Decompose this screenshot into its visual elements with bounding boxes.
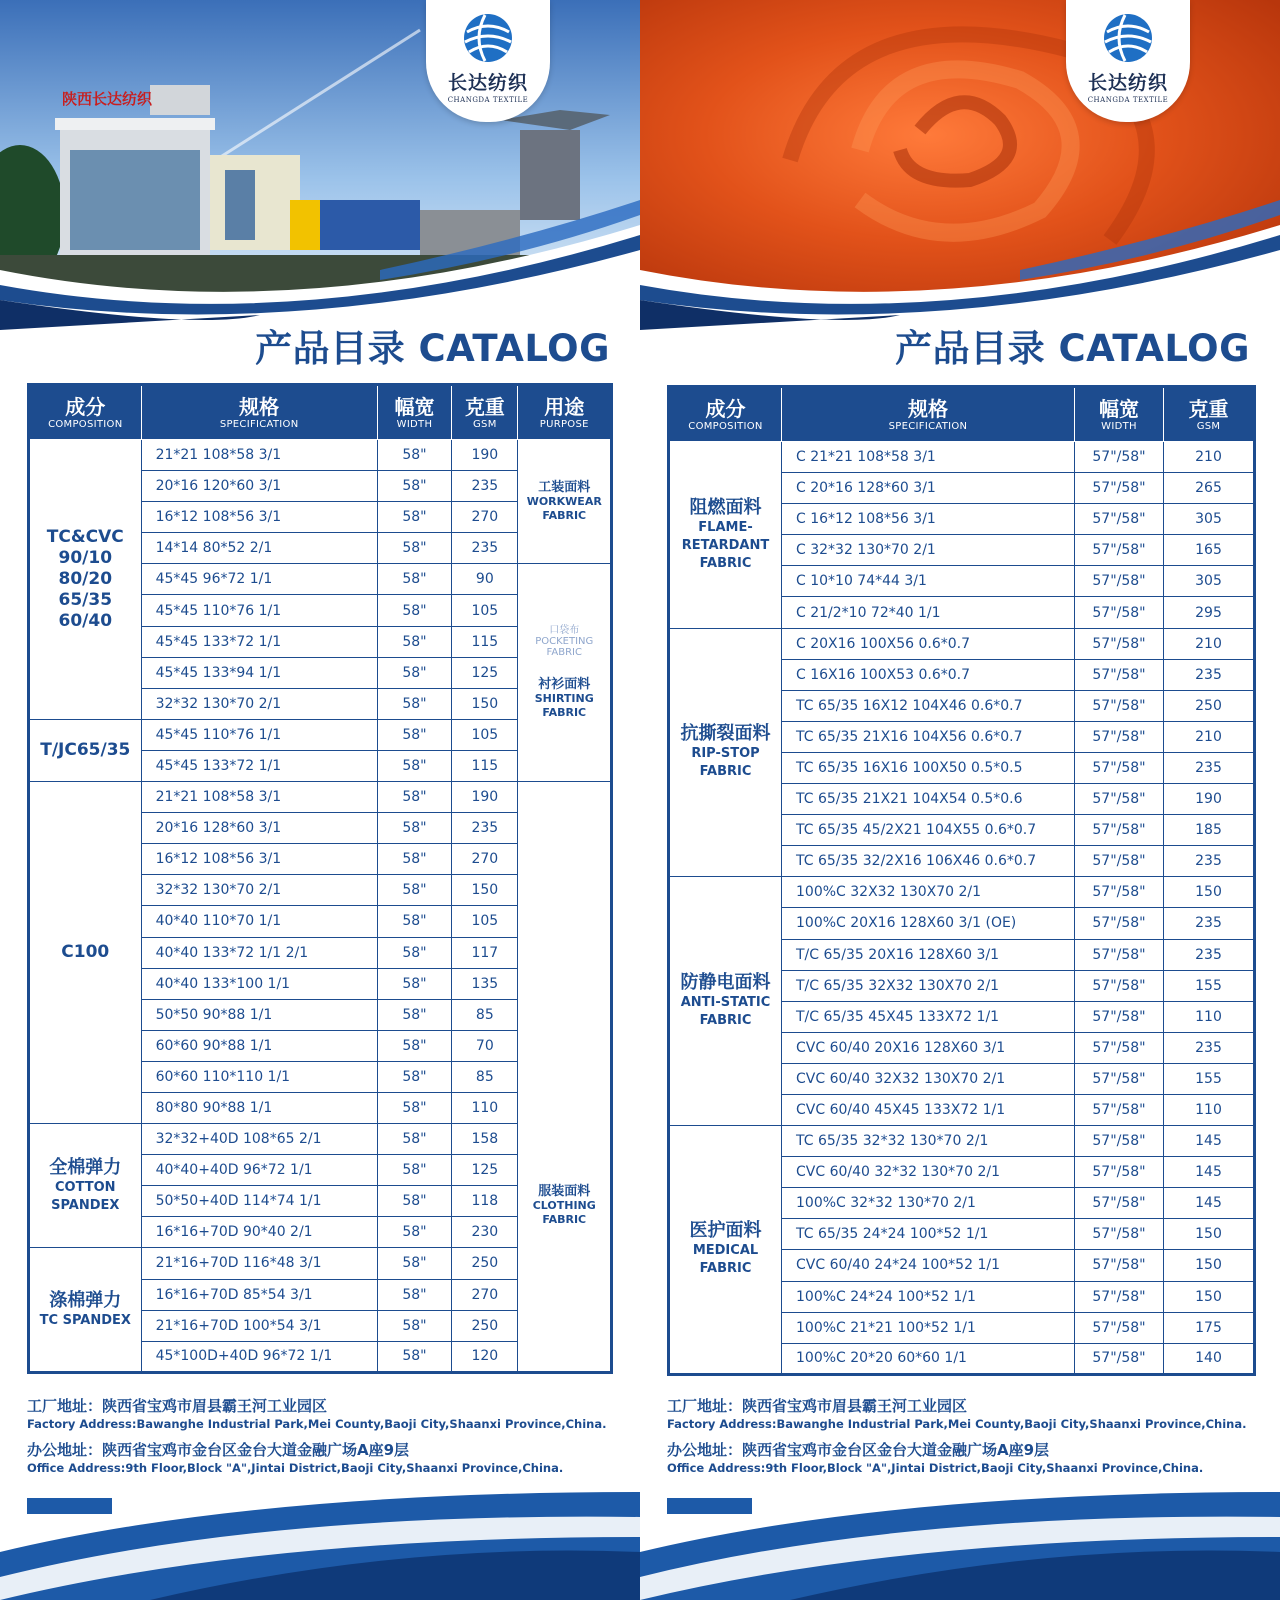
composition-cell: 阻燃面料 FLAME- RETARDANT FABRIC	[669, 442, 782, 629]
gsm-cell: 295	[1164, 597, 1255, 628]
specification-cell: C 32*32 130*70 2/1	[782, 535, 1075, 566]
footer-wave	[0, 1482, 640, 1600]
width-cell: 57"/58"	[1075, 815, 1164, 846]
specification-cell: 16*12 108*56 3/1	[141, 502, 377, 533]
table-row	[669, 877, 1255, 908]
width-cell: 57"/58"	[1075, 908, 1164, 939]
specification-cell: 40*40 133*72 1/1 2/1	[141, 937, 377, 968]
catalog-title: 产品目录 CATALOG	[255, 327, 610, 370]
specification-cell: C 16X16 100X53 0.6*0.7	[782, 659, 1075, 690]
specification-cell: 32*32 130*70 2/1	[141, 688, 377, 719]
gsm-cell: 150	[452, 688, 518, 719]
width-cell: 58"	[377, 1279, 451, 1310]
header-purpose: 用途 PURPOSE	[518, 385, 612, 440]
gsm-cell: 185	[1164, 815, 1255, 846]
brand-logo	[1066, 0, 1190, 122]
specification-cell: TC 65/35 32*32 130*70 2/1	[782, 1126, 1075, 1157]
gsm-cell: 190	[452, 440, 518, 471]
specification-cell: 14*14 80*52 2/1	[141, 533, 377, 564]
gsm-cell: 105	[452, 595, 518, 626]
width-cell: 58"	[377, 1061, 451, 1092]
width-cell: 57"/58"	[1075, 1126, 1164, 1157]
width-cell: 58"	[377, 502, 451, 533]
gsm-cell: 235	[1164, 659, 1255, 690]
gsm-cell: 210	[1164, 628, 1255, 659]
width-cell: 58"	[377, 533, 451, 564]
specification-cell: C 21/2*10 72*40 1/1	[782, 597, 1075, 628]
table-row	[29, 440, 612, 471]
width-cell: 58"	[377, 688, 451, 719]
specification-cell: 50*50+40D 114*74 1/1	[141, 1186, 377, 1217]
width-cell: 58"	[377, 564, 451, 595]
gsm-cell: 250	[452, 1248, 518, 1279]
gsm-cell: 145	[1164, 1157, 1255, 1188]
width-cell: 58"	[377, 440, 451, 471]
specification-cell: 50*50 90*88 1/1	[141, 999, 377, 1030]
header-width: 幅宽 WIDTH	[377, 385, 451, 440]
gsm-cell: 150	[1164, 1250, 1255, 1281]
composition-cell: C100	[29, 782, 142, 1124]
specification-cell: C 20X16 100X56 0.6*0.7	[782, 628, 1075, 659]
width-cell: 57"/58"	[1075, 1157, 1164, 1188]
gsm-cell: 235	[1164, 846, 1255, 877]
specification-cell: TC 65/35 45/2X21 104X55 0.6*0.7	[782, 815, 1075, 846]
width-cell: 58"	[377, 1030, 451, 1061]
spec-table-left	[27, 383, 613, 1374]
purpose-cell-pocketing-shirting	[518, 564, 612, 782]
gsm-cell: 155	[1164, 970, 1255, 1001]
specification-cell: 21*21 108*58 3/1	[141, 440, 377, 471]
table-header-row	[669, 387, 1255, 442]
width-cell: 57"/58"	[1075, 970, 1164, 1001]
width-cell: 58"	[377, 750, 451, 781]
gsm-cell: 118	[452, 1186, 518, 1217]
footer-wave	[640, 1482, 1280, 1600]
specification-cell: CVC 60/40 45X45 133X72 1/1	[782, 1094, 1075, 1125]
header-composition: 成分 COMPOSITION	[29, 385, 142, 440]
width-cell: 58"	[377, 1310, 451, 1341]
width-cell: 58"	[377, 1341, 451, 1372]
gsm-cell: 105	[452, 906, 518, 937]
specification-cell: 45*45 133*72 1/1	[141, 750, 377, 781]
specification-cell: 16*12 108*56 3/1	[141, 844, 377, 875]
width-cell: 58"	[377, 937, 451, 968]
specification-cell: 40*40+40D 96*72 1/1	[141, 1155, 377, 1186]
header-specification: 规格 SPECIFICATION	[141, 385, 377, 440]
specification-cell: 100%C 20*20 60*60 1/1	[782, 1343, 1075, 1374]
specification-cell: 45*45 96*72 1/1	[141, 564, 377, 595]
spec-table-right	[667, 385, 1256, 1376]
composition-cell: 全棉弹力 COTTON SPANDEX	[29, 1124, 142, 1248]
width-cell: 58"	[377, 782, 451, 813]
specification-cell: 21*16+70D 100*54 3/1	[141, 1310, 377, 1341]
specification-cell: 100%C 24*24 100*52 1/1	[782, 1281, 1075, 1312]
specification-cell: 45*100D+40D 96*72 1/1	[141, 1341, 377, 1372]
specification-cell: T/C 65/35 32X32 130X70 2/1	[782, 970, 1075, 1001]
gsm-cell: 305	[1164, 504, 1255, 535]
gsm-cell: 190	[452, 782, 518, 813]
address-block	[27, 1396, 627, 1484]
gsm-cell: 210	[1164, 442, 1255, 473]
gsm-cell: 210	[1164, 721, 1255, 752]
gsm-cell: 135	[452, 968, 518, 999]
width-cell: 57"/58"	[1075, 1094, 1164, 1125]
specification-cell: 21*16+70D 116*48 3/1	[141, 1248, 377, 1279]
specification-cell: 16*16+70D 85*54 3/1	[141, 1279, 377, 1310]
width-cell: 57"/58"	[1075, 1250, 1164, 1281]
specification-cell: C 21*21 108*58 3/1	[782, 442, 1075, 473]
catalog-panel-right	[640, 0, 1280, 1600]
composition-cell: 防静电面料 ANTI-STATIC FABRIC	[669, 877, 782, 1126]
width-cell: 58"	[377, 1155, 451, 1186]
width-cell: 58"	[377, 875, 451, 906]
specification-cell: 60*60 110*110 1/1	[141, 1061, 377, 1092]
specification-cell: 32*32+40D 108*65 2/1	[141, 1124, 377, 1155]
catalog-title: 产品目录 CATALOG	[895, 327, 1250, 370]
width-cell: 57"/58"	[1075, 535, 1164, 566]
specification-cell: 60*60 90*88 1/1	[141, 1030, 377, 1061]
specification-cell: 40*40 133*100 1/1	[141, 968, 377, 999]
gsm-cell: 110	[1164, 1094, 1255, 1125]
gsm-cell: 85	[452, 999, 518, 1030]
width-cell: 57"/58"	[1075, 628, 1164, 659]
header-composition: 成分 COMPOSITION	[669, 387, 782, 442]
width-cell: 57"/58"	[1075, 1312, 1164, 1343]
gsm-cell: 145	[1164, 1188, 1255, 1219]
gsm-cell: 155	[1164, 1063, 1255, 1094]
width-cell: 58"	[377, 626, 451, 657]
width-cell: 57"/58"	[1075, 473, 1164, 504]
gsm-cell: 150	[1164, 1219, 1255, 1250]
width-cell: 58"	[377, 844, 451, 875]
gsm-cell: 150	[452, 875, 518, 906]
table-header-row	[29, 385, 612, 440]
factory-address-en: Factory Address:Bawanghe Industrial Park,Mei County,Baoji City,Shaanxi Province,China.	[27, 1417, 607, 1431]
gsm-cell: 235	[1164, 939, 1255, 970]
office-address-en: Office Address:9th Floor,Block "A",Jintai District,Baoji City,Shaanxi Province,China.	[667, 1461, 1204, 1475]
specification-cell: TC 65/35 32/2X16 106X46 0.6*0.7	[782, 846, 1075, 877]
gsm-cell: 265	[1164, 473, 1255, 504]
width-cell: 57"/58"	[1075, 939, 1164, 970]
header-gsm: 克重 GSM	[1164, 387, 1255, 442]
factory-address-cn: 工厂地址：陕西省宝鸡市眉县霸王河工业园区	[27, 1397, 328, 1415]
width-cell: 58"	[377, 595, 451, 626]
specification-cell: 32*32 130*70 2/1	[141, 875, 377, 906]
header-width: 幅宽 WIDTH	[1075, 387, 1164, 442]
width-cell: 57"/58"	[1075, 597, 1164, 628]
gsm-cell: 235	[1164, 752, 1255, 783]
specification-cell: CVC 60/40 32X32 130X70 2/1	[782, 1063, 1075, 1094]
width-cell: 57"/58"	[1075, 1219, 1164, 1250]
gsm-cell: 90	[452, 564, 518, 595]
specification-cell: 21*21 108*58 3/1	[141, 782, 377, 813]
specification-cell: CVC 60/40 20X16 128X60 3/1	[782, 1032, 1075, 1063]
gsm-cell: 270	[452, 502, 518, 533]
gsm-cell: 125	[452, 1155, 518, 1186]
specification-cell: TC 65/35 21X16 104X56 0.6*0.7	[782, 721, 1075, 752]
office-address-cn: 办公地址：陕西省宝鸡市金台区金台大道金融广场A座9层	[27, 1441, 410, 1459]
specification-cell: 20*16 128*60 3/1	[141, 813, 377, 844]
specification-cell: 40*40 110*70 1/1	[141, 906, 377, 937]
header-specification: 规格 SPECIFICATION	[782, 387, 1075, 442]
gsm-cell: 145	[1164, 1126, 1255, 1157]
specification-cell: T/C 65/35 20X16 128X60 3/1	[782, 939, 1075, 970]
specification-cell: 45*45 133*94 1/1	[141, 657, 377, 688]
specification-cell: TC 65/35 21X21 104X54 0.5*0.6	[782, 784, 1075, 815]
gsm-cell: 110	[1164, 1001, 1255, 1032]
gsm-cell: 117	[452, 937, 518, 968]
gsm-cell: 305	[1164, 566, 1255, 597]
table-row	[669, 1126, 1255, 1157]
table-row	[669, 628, 1255, 659]
gsm-cell: 150	[1164, 877, 1255, 908]
gsm-cell: 250	[1164, 690, 1255, 721]
table-row	[29, 782, 612, 813]
gsm-cell: 270	[452, 844, 518, 875]
width-cell: 58"	[377, 906, 451, 937]
width-cell: 57"/58"	[1075, 752, 1164, 783]
width-cell: 57"/58"	[1075, 784, 1164, 815]
specification-cell: 20*16 120*60 3/1	[141, 471, 377, 502]
gsm-cell: 158	[452, 1124, 518, 1155]
gsm-cell: 105	[452, 719, 518, 750]
building-sign: 陕西长达纺织	[62, 90, 153, 108]
gsm-cell: 270	[452, 1279, 518, 1310]
width-cell: 57"/58"	[1075, 504, 1164, 535]
gsm-cell: 175	[1164, 1312, 1255, 1343]
office-address-en: Office Address:9th Floor,Block "A",Jintai District,Baoji City,Shaanxi Province,China.	[27, 1461, 564, 1475]
specification-cell: 100%C 20X16 128X60 3/1 (OE)	[782, 908, 1075, 939]
composition-cell: 涤棉弹力 TC SPANDEX	[29, 1248, 142, 1372]
brand-name-en: CHANGDA TEXTILE	[1087, 96, 1169, 104]
width-cell: 58"	[377, 1248, 451, 1279]
specification-cell: C 16*12 108*56 3/1	[782, 504, 1075, 535]
specification-cell: 45*45 133*72 1/1	[141, 626, 377, 657]
gsm-cell: 235	[452, 813, 518, 844]
gsm-cell: 115	[452, 750, 518, 781]
width-cell: 57"/58"	[1075, 442, 1164, 473]
width-cell: 57"/58"	[1075, 1188, 1164, 1219]
width-cell: 57"/58"	[1075, 690, 1164, 721]
width-cell: 58"	[377, 1186, 451, 1217]
specification-cell: C 10*10 74*44 3/1	[782, 566, 1075, 597]
globe-icon	[459, 12, 517, 64]
width-cell: 58"	[377, 813, 451, 844]
gsm-cell: 235	[1164, 908, 1255, 939]
specification-cell: 100%C 32*32 130*70 2/1	[782, 1188, 1075, 1219]
specification-cell: CVC 60/40 32*32 130*70 2/1	[782, 1157, 1075, 1188]
width-cell: 57"/58"	[1075, 566, 1164, 597]
width-cell: 57"/58"	[1075, 1032, 1164, 1063]
brand-name-cn: 长达纺织	[447, 72, 528, 94]
specification-cell: 16*16+70D 90*40 2/1	[141, 1217, 377, 1248]
width-cell: 58"	[377, 999, 451, 1030]
width-cell: 57"/58"	[1075, 1063, 1164, 1094]
width-cell: 58"	[377, 1092, 451, 1123]
specification-cell: 100%C 32X32 130X70 2/1	[782, 877, 1075, 908]
factory-address-cn: 工厂地址：陕西省宝鸡市眉县霸王河工业园区	[667, 1397, 968, 1415]
gsm-cell: 70	[452, 1030, 518, 1061]
width-cell: 58"	[377, 719, 451, 750]
brand-name-cn: 长达纺织	[1087, 72, 1168, 94]
specification-cell: CVC 60/40 24*24 100*52 1/1	[782, 1250, 1075, 1281]
width-cell: 58"	[377, 1217, 451, 1248]
specification-cell: TC 65/35 16X12 104X46 0.6*0.7	[782, 690, 1075, 721]
composition-cell: T/JC65/35	[29, 719, 142, 781]
width-cell: 57"/58"	[1075, 721, 1164, 752]
address-block	[667, 1396, 1267, 1484]
table-row	[669, 442, 1255, 473]
gsm-cell: 165	[1164, 535, 1255, 566]
gsm-cell: 120	[452, 1341, 518, 1372]
brand-logo	[426, 0, 550, 122]
composition-cell: 医护面料 MEDICAL FABRIC	[669, 1126, 782, 1375]
width-cell: 57"/58"	[1075, 659, 1164, 690]
specification-cell: 100%C 21*21 100*52 1/1	[782, 1312, 1075, 1343]
factory-address-en: Factory Address:Bawanghe Industrial Park,Mei County,Baoji City,Shaanxi Province,China.	[667, 1417, 1247, 1431]
width-cell: 58"	[377, 471, 451, 502]
purpose-shirting: 衬衫面料 SHIRTING FABRIC	[534, 677, 594, 720]
purpose-cell-workwear: 工装面料 WORKWEAR FABRIC	[518, 440, 612, 564]
specification-cell: TC 65/35 16X16 100X50 0.5*0.5	[782, 752, 1075, 783]
gsm-cell: 250	[452, 1310, 518, 1341]
width-cell: 57"/58"	[1075, 1281, 1164, 1312]
specification-cell: TC 65/35 24*24 100*52 1/1	[782, 1219, 1075, 1250]
globe-icon	[1099, 12, 1157, 64]
gsm-cell: 150	[1164, 1281, 1255, 1312]
specification-cell: 45*45 110*76 1/1	[141, 719, 377, 750]
header-gsm: 克重 GSM	[452, 385, 518, 440]
brand-name-en: CHANGDA TEXTILE	[447, 96, 529, 104]
gsm-cell: 140	[1164, 1343, 1255, 1374]
specification-cell: 80*80 90*88 1/1	[141, 1092, 377, 1123]
width-cell: 57"/58"	[1075, 1001, 1164, 1032]
gsm-cell: 235	[452, 471, 518, 502]
gsm-cell: 85	[452, 1061, 518, 1092]
width-cell: 58"	[377, 657, 451, 688]
width-cell: 57"/58"	[1075, 877, 1164, 908]
purpose-pocketing: 口袋布 POCKETING FABRIC	[535, 625, 594, 659]
gsm-cell: 115	[452, 626, 518, 657]
specification-cell: T/C 65/35 45X45 133X72 1/1	[782, 1001, 1075, 1032]
specification-cell: 45*45 110*76 1/1	[141, 595, 377, 626]
purpose-cell-clothing: 服装面料 CLOTHING FABRIC	[518, 782, 612, 1373]
width-cell: 58"	[377, 1124, 451, 1155]
composition-cell: TC&CVC 90/10 80/20 65/35 60/40	[29, 440, 142, 720]
gsm-cell: 230	[452, 1217, 518, 1248]
gsm-cell: 110	[452, 1092, 518, 1123]
composition-cell: 抗撕裂面料 RIP-STOP FABRIC	[669, 628, 782, 877]
width-cell: 57"/58"	[1075, 846, 1164, 877]
gsm-cell: 235	[1164, 1032, 1255, 1063]
office-address-cn: 办公地址：陕西省宝鸡市金台区金台大道金融广场A座9层	[667, 1441, 1050, 1459]
gsm-cell: 125	[452, 657, 518, 688]
gsm-cell: 235	[452, 533, 518, 564]
specification-cell: C 20*16 128*60 3/1	[782, 473, 1075, 504]
gsm-cell: 190	[1164, 784, 1255, 815]
width-cell: 57"/58"	[1075, 1343, 1164, 1374]
width-cell: 58"	[377, 968, 451, 999]
